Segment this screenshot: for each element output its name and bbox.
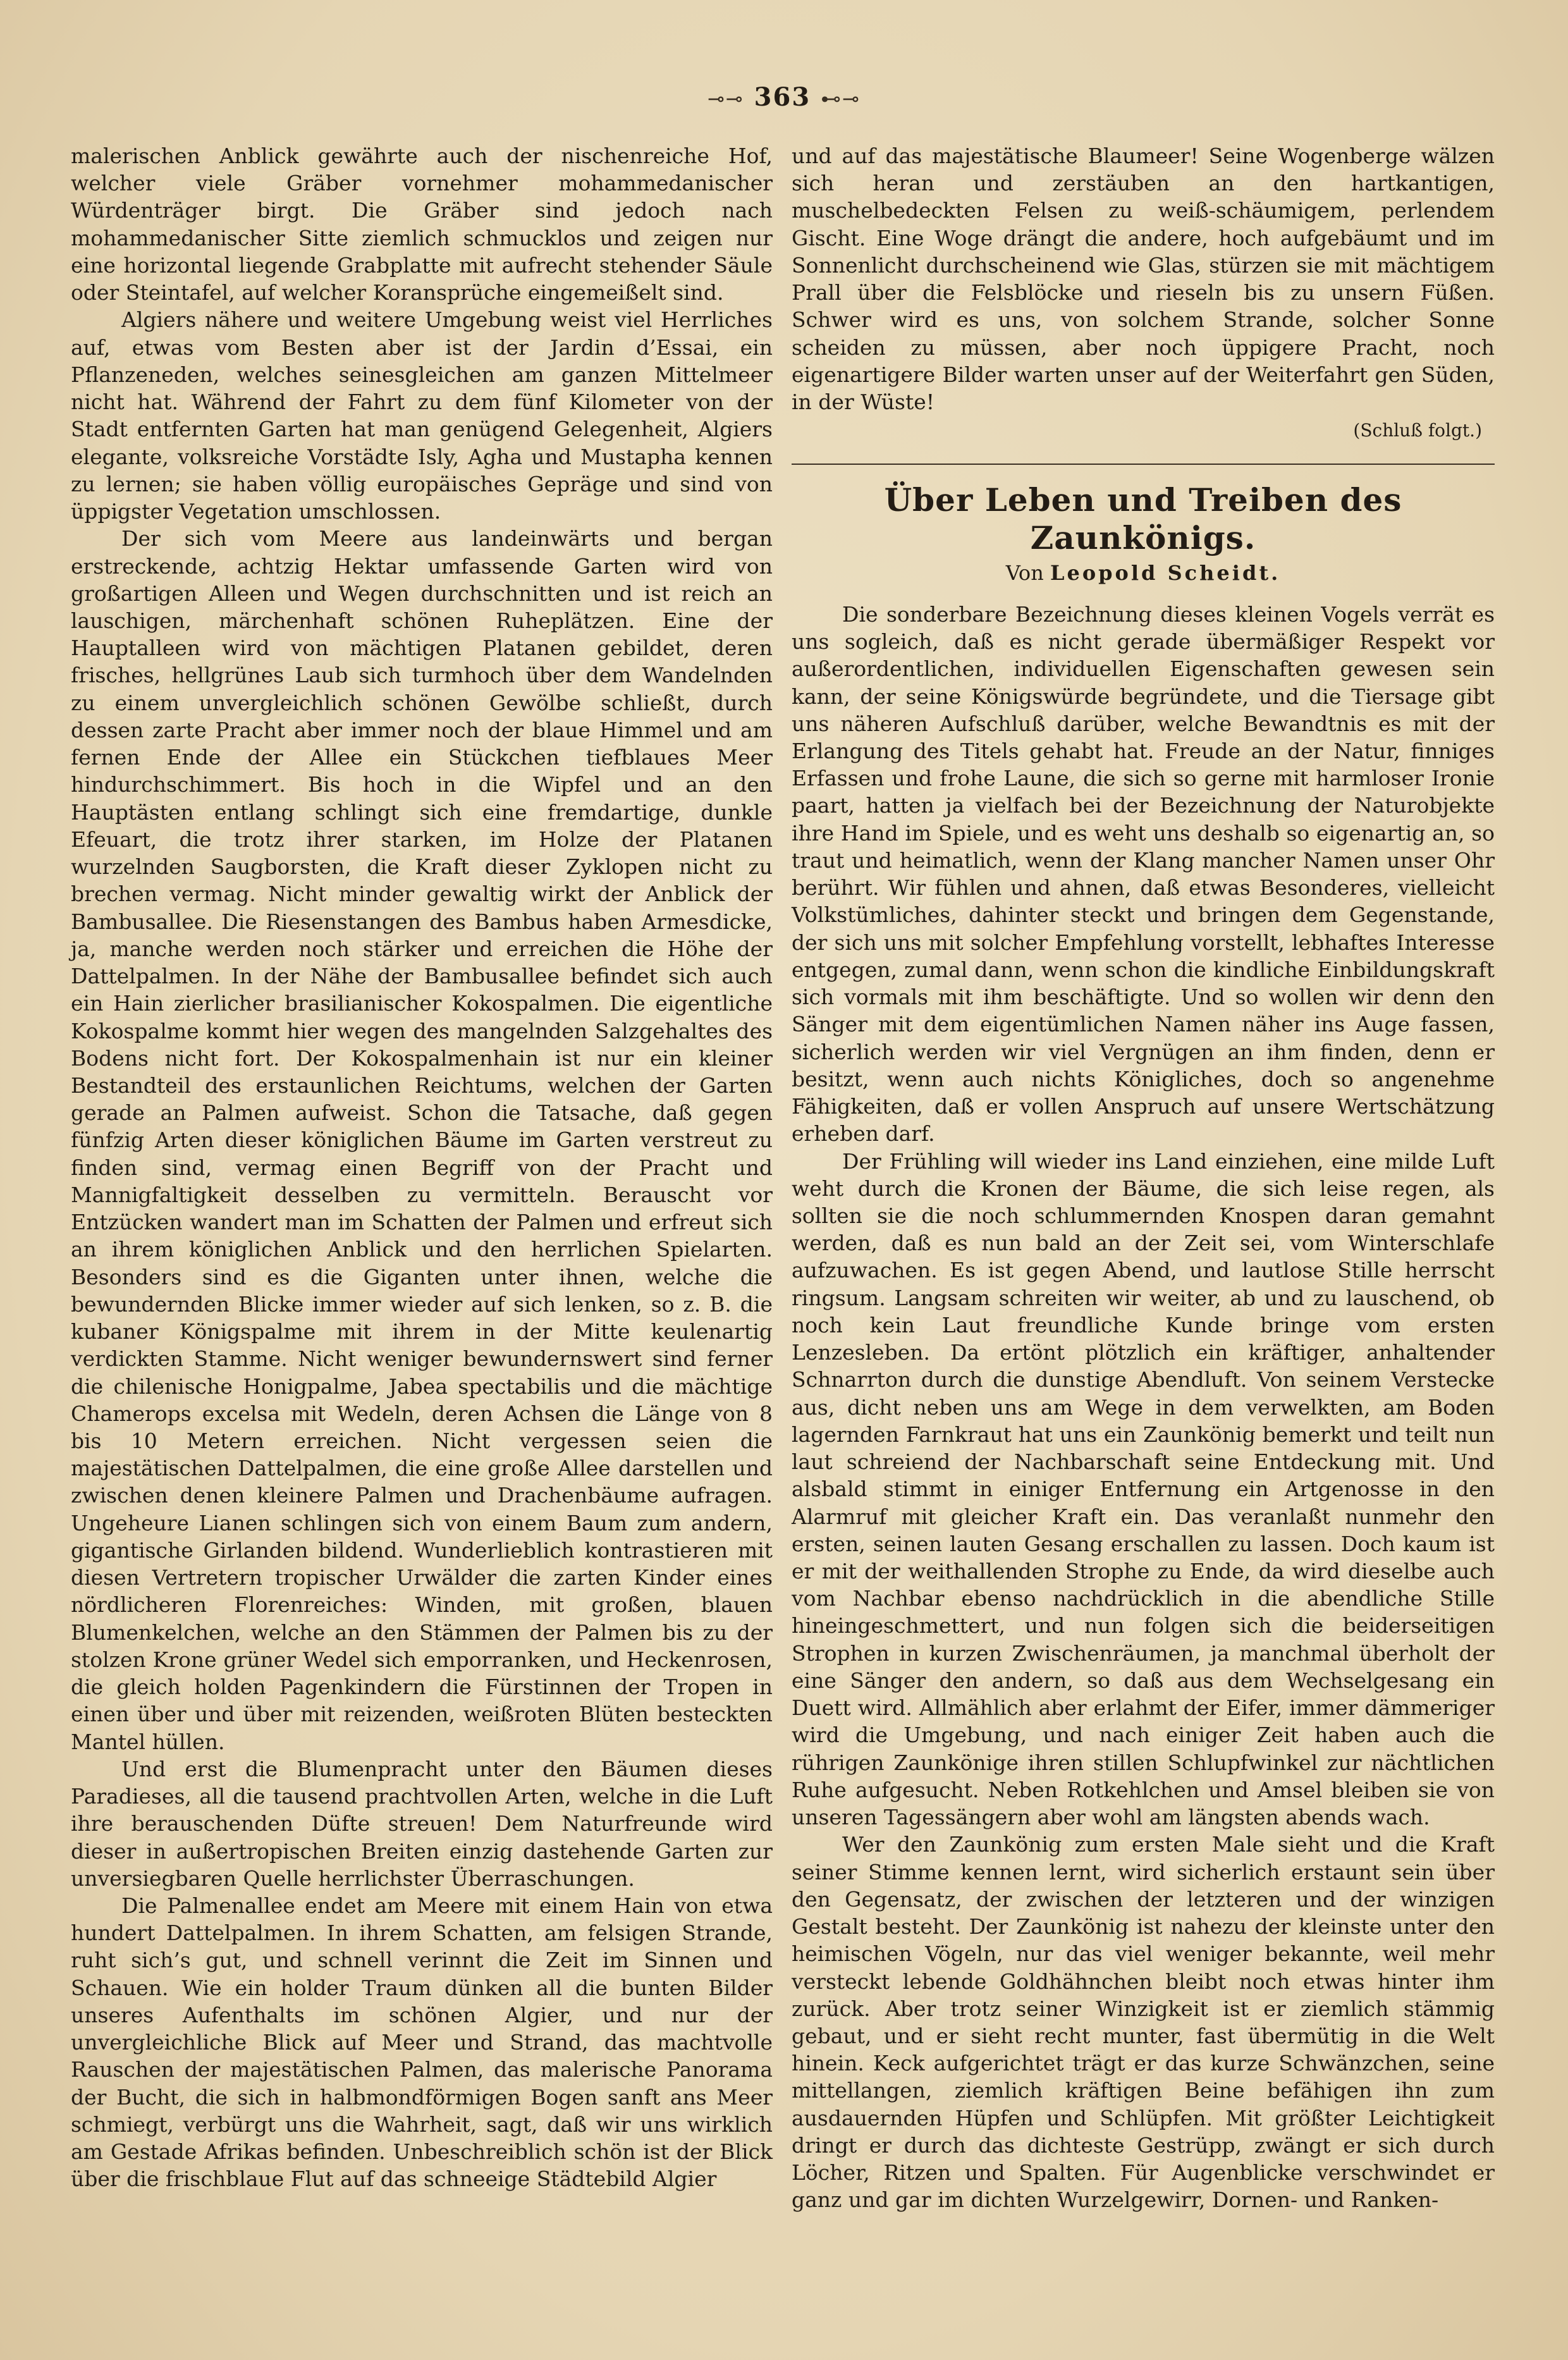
left-column (71, 142, 773, 2193)
article-author: Leopold Scheidt. (1050, 560, 1281, 585)
page-header (0, 82, 1568, 112)
article-paragraph-1: Die sonderbare Bezeichnung dieses kleinen Vogels verrät es uns sogleich, daß es nicht gerade übermäßiger Respekt vor außerordentlichen, individuellen Eigenschaften gewesen sein kann, der seine Königswürde begründete, und die Tiersage gibt uns näheren Aufschluß darüber, welche Bewandtnis es mit der Erlangung des Titels gehabt hat. Freude an der Natur, finniges Erfassen und frohe Laune, die sich so gerne mit harmloser Ironie paart, hatten ja vielfach bei der Bezeichnung der Naturobjekte ihre Hand im Spiele, und es weht uns deshalb so eigenartig an, so traut und heimatlich, wenn der Klang mancher Namen unser Ohr berührt. Wir fühlen und ahnen, daß etwas Besonderes, vielleicht Volkstümliches, dahinter steckt und bringen dem Gegenstande, der sich uns mit solcher Empfehlung vorstellt, lebhaftes Interesse entgegen, zumal dann, wenn schon die kindliche Einbildungskraft sich vormals mit ihm beschäftigte. Und so wollen wir denn den Sänger mit dem eigentümlichen Namen näher ins Auge fassen, sicherlich werden wir viel Vergnügen an ihm finden, denn er besitzt, wenn auch nichts Königliches, doch so angenehme Fähigkeiten, daß er vollen Anspruch auf unsere Wertschätzung erheben darf. (792, 601, 1495, 1146)
left-paragraph-1: malerischen Anblick gewährte auch der nischenreiche Hof, welcher viele Gräber vornehmer mohammedanischer Würdenträger birgt. Die Gräber sind jedoch nach mohammedanischer Sitte ziemlich schmucklos und zeigen nur eine horizontal liegende Grabplatte mit aufrecht stehender Säule oder Steintafel, auf welcher Koransprüche eingemeißelt sind. (71, 144, 773, 305)
article-paragraph-3: Wer den Zaunkönig zum ersten Male sieht und die Kraft seiner Stimme kennen lernt, wird sicherlich erstaunt sein über den Gegensatz, der zwischen der letzteren und der winzigen Gestalt besteht. Der Zaunkönig ist nahezu der kleinste unter den heimischen Vögeln, nur das viel weniger bekannte, weil mehr versteckt lebende Goldhähnchen bleibt noch etwas hinter ihm zurück. Aber trotz seiner Winzigkeit ist er ziemlich stämmig gebaut, und er sieht recht munter, fast übermütig in die Welt hinein. Keck aufgerichtet trägt er das kurze Schwänzchen, seine mittellangen, ziemlich kräftigen Beine befähigen ihn zum ausdauernden Hüpfen und Schlüpfen. Mit größter Leichtigkeit dringt er durch das dichteste Gestrüpp, zwängt er sich durch Löcher, Ritzen und Spalten. Für Augenblicke verschwindet er ganz und gar im dichten Wurzelgewirr, Dornen- und Ranken- (792, 1832, 1495, 2213)
article-divider (792, 464, 1495, 465)
left-paragraph-5: Die Palmenallee endet am Meere mit einem Hain von etwa hundert Dattelpalmen. In ihrem Schatten, am felsigen Strande, ruht sich’s gut, und schnell verinnt die Zeit im Sinnen und Schauen. Wie ein holder Traum dünken all die bunten Bilder unseres Aufenthalts im schönen Algier, und nur der unvergleichliche Blick auf Meer und Strand, das machtvolle Rauschen der majestätischen Palmen, das malerische Panorama der Bucht, die sich in halbmondförmigen Bogen sanft ans Meer schmiegt, verbürgt uns die Wahrheit, sagt, daß wir uns wirklich am Gestade Afrikas befinden. Unbeschreiblich schön ist der Blick über die frischblaue Flut auf das schneeige Städtebild Algier (71, 1893, 773, 2192)
continuation-note: (Schluß folgt.) (1353, 420, 1482, 441)
header-ornament-left: ⊸⊸ (707, 87, 744, 111)
header-ornament-right: ⊷⊸ (821, 87, 861, 111)
article-paragraph-2: Der Frühling will wieder ins Land einziehen, eine milde Luft weht durch die Kronen der Bäume, die sich leise regen, als sollten sie die noch schlummernden Knospen daran gemahnt werden, daß es nun bald an der Zeit sei, vom Winterschlafe aufzuwachen. Es ist gegen Abend, und lautlose Stille herrscht ringsum. Langsam schreiten wir weiter, ab und zu lauschend, ob noch kein Laut freundliche Kunde bringe vom ersten Lenzesleben. Da ertönt plötzlich ein kräftiger, anhaltender Schnarrton durch die dunstige Abendluft. Von seinem Verstecke aus, dicht neben uns am Wege in dem verwelkten, am Boden lagernden Farnkraut hat uns ein Zaunkönig bemerkt und teilt nun laut schreiend der Nachbarschaft seine Entdeckung mit. Und alsbald stimmt in einiger Entfernung ein Artgenosse in den Alarmruf mit gleicher Kraft ein. Das veranlaßt nunmehr den ersten, seinen lauten Gesang erschallen zu lassen. Doch kaum ist er mit der weithallenden Strophe zu Ende, da wird dieselbe auch vom Nachbar ebenso nachdrücklich in die abendliche Stille hineingeschmettert, und nun folgen sich die beiderseitigen Strophen in kurzen Zwischenräumen, ja manchmal überholt der eine Sänger den andern, so daß aus dem Wechselgesang ein Duett wird. Allmählich aber erlahmt der Eifer, immer dämmeriger wird die Umgebung, und nach einiger Zeit haben auch die rührigen Zaunkönige ihren stillen Schlupfwinkel zur nächtlichen Ruhe aufgesucht. Neben Rotkehlchen und Amsel bleiben sie von unseren Tagessängern aber wohl am längsten abends wach. (792, 1148, 1495, 1830)
left-paragraph-4: Und erst die Blumenpracht unter den Bäumen dieses Paradieses, all die tausend prachtvollen Arten, welche in die Luft ihre berauschenden Düfte streuen! Dem Naturfreunde wird dieser in außertropischen Breiten einzig dastehende Garten zur unversiegbaren Quelle herrlichster Überraschungen. (71, 1756, 773, 1891)
right-column (792, 142, 1495, 2214)
article-title: Über Leben und Treiben des Zaunkönigs. (884, 481, 1402, 556)
page-number: 363 (754, 82, 811, 112)
right-continued-paragraph: und auf das majestätische Blaumeer! Seine Wogenberge wälzen sich heran und zerstäuben an den hartkantigen, muschelbedeckten Felsen zu weiß-schäumigem, perlendem Gischt. Eine Woge drängt die andere, hoch aufgebäumt und im Sonnenlicht durchscheinend wie Glas, stürzen sie mit mächtigem Prall über die Felsblöcke und rieseln bis zu unsern Füßen. Schwer wird es uns, von solchem Strande, solcher Sonne scheiden zu müssen, aber noch üppigere Pracht, noch eigenartigere Bilder warten unser auf der Weiterfahrt gen Süden, in der Wüste! (792, 144, 1495, 415)
byline-prefix: Von (1005, 560, 1044, 585)
left-paragraph-2: Algiers nähere und weitere Umgebung weist viel Herrliches auf, etwas vom Besten aber ist der Jardin d’Essai, ein Pflanzeneden, welches seinesgleichen am ganzen Mittelmeer nicht hat. Während der Fahrt zu dem fünf Kilometer von der Stadt entfernten Garten hat man genügend Gelegenheit, Algiers elegante, volksreiche Vorstädte Isly, Agha und Mustapha kennen zu lernen; sie haben völlig europäisches Gepräge und sind von üppigster Vegetation umschlossen. (71, 307, 773, 524)
left-paragraph-3: Der sich vom Meere aus landeinwärts und bergan erstreckende, achtzig Hektar umfassende Garten wird von großartigen Alleen und Wegen durchschnitten und ist reich an lauschigen, märchenhaft schönen Ruheplätzen. Eine der Hauptalleen wird von mächtigen Platanen gebildet, deren frisches, hellgrünes Laub sich turmhoch über dem Wandelnden zu einem unvergleichlich schönen Gewölbe schließt, durch dessen zarte Pracht aber immer noch der blaue Himmel und am fernen Ende der Allee ein Stückchen tiefblaues Meer hindurchschimmert. Bis hoch in die Wipfel und an den Hauptästen entlang schlingt sich eine fremdartige, dunkle Efeuart, die trotz ihrer starken, im Holze der Platanen wurzelnden Saugborsten, die Kraft dieser Zyklopen nicht zu brechen vermag. Nicht minder gewaltig wirkt der Anblick der Bambusallee. Die Riesenstangen des Bambus haben Armesdicke, ja, manche werden noch stärker und erreichen die Höhe der Dattelpalmen. In der Nähe der Bambusallee befindet sich auch ein Hain zierlicher brasilianischer Kokospalmen. Die eigentliche Kokospalme kommt hier wegen des mangelnden Salzgehaltes des Bodens nicht fort. Der Kokospalmenhain ist nur ein kleiner Bestandteil des erstaunlichen Reichtums, welchen der Garten gerade an Palmen aufweist. Schon die Tatsache, daß gegen fünfzig Arten dieser königlichen Bäume im Garten verstreut zu finden sind, vermag einen Begriff von der Pracht und Mannigfaltigkeit desselben zu vermitteln. Berauscht vor Entzücken wandert man im Schatten der Palmen und erfreut sich an ihrem königlichen Anblick und den herrlichen Spielarten. Besonders sind es die Giganten unter ihnen, welche die bewundernden Blicke immer wieder auf sich lenken, so z. B. die kubaner Königspalme mit ihrem in der Mitte keulenartig verdickten Stamme. Nicht weniger bewundernswert sind ferner die chilenische Honigpalme, Jabea spectabilis und die mächtige Chamerops excelsa mit Wedeln, deren Achsen die Länge von 8 bis 10 Metern erreichen. Nicht vergessen seien die majestätischen Dattelpalmen, die eine große Allee darstellen und zwischen denen kleinere Palmen und Drachenbäume aufragen. Ungeheure Lianen schlingen sich von einem Baum zum andern, gigantische Girlanden bildend. Wunderlieblich kontrastieren mit diesen Vertretern tropischer Urwälder die zarten Kinder eines nördlicheren Florenreiches: Winden, mit großen, blauen Blumenkelchen, welche an den Stämmen der Palmen bis zu der stolzen Krone grüner Wedel sich emporranken, und Heckenrosen, die gleich holden Pagenkindern die Fürstinnen der Tropen in einen über und über mit reizenden, weißroten Blüten besteckten Mantel hüllen. (71, 526, 773, 1754)
article-byline (792, 560, 1495, 587)
